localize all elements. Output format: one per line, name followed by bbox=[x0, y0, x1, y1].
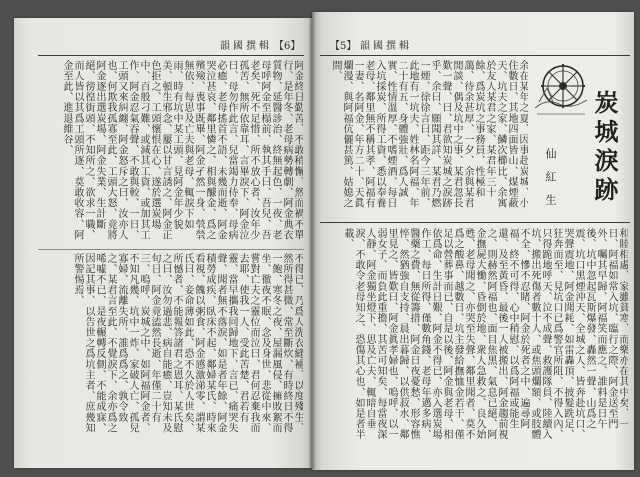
left-tier-divider bbox=[38, 249, 304, 250]
right-tier-divider bbox=[320, 222, 630, 223]
waterwheel-illustration bbox=[533, 58, 589, 118]
right-upper-text-column-block: 余在某年之夏、因事赴炭城、小住數日、其地四面皆山、煤煙蔽天、坑夫之家、鱗次櫛比、余寓於友人某君之家、某君年三十餘、爲炭坑之事務員、性極和藹、待余甚厚、一夕、余與某君閒談、偶及坑中之事、某君忽長歎一聲、曰、君欲知炭城之淚跡乎、余曰、願聞其詳、某君乃燃一煙、徐徐言曰、距今三年前、此地有一坑夫、姓林名阿福、年二十有五、身體強壯、爲人誠實、性情溫厚、不嗜煙酒、每日入坑採炭、所得工資、悉以奉養老母、鄰里無不稱其孝、阿福有一妻、名阿金、年方二十、天眞爛漫、與阿福伉儷甚篤、姑媳之間、 bbox=[330, 60, 528, 209]
story-author: 仙紅生 bbox=[544, 148, 557, 217]
book-gutter bbox=[309, 12, 315, 470]
left-header-rule bbox=[38, 55, 304, 56]
right-header-rule bbox=[320, 55, 630, 56]
right-running-header: 韻國撰輯 bbox=[360, 41, 412, 52]
left-page-number: 【6】 bbox=[274, 41, 301, 52]
left-lower-text-column-block: 不得已、乃爲人洗衣縫補、以度殘生、然所得甚微、常至斷炊、有時終日不得一飽、寒冬之夜、屋漏風侵、擁敗絮而坐、徹夜不眠、念及身世、悲從中來、嘗對亡夫之靈位而泣曰、君何忍棄我而去耶、使我一人、受此苦楚、君若有靈、當早攜我同歸地下、言已、痛哭失聲、聞者無不落淚、如是者年餘、阿金積勞成疾、臥床不起、鄰婦某氏、時來看視、餽以粥食、阿金感激涕零、謂某氏曰、妾命薄如此、恐不久於人世矣、所憾者、不能報答諸君之恩耳、某氏慰之曰、汝勿過悲、病自能癒、豈知未及旬日、阿金竟溘然長逝、年僅二十有三、嗚呼、炭城之中、如阿福阿金者、不知凡幾、坑中一炸、家破人亡、孤兒寡婦、流離失所、誰爲爲之、孰令致之、某君言至此、不覺淚下、余亦爲之唏噓不已、是夜輾轉反側、不能成寐、因記其事、以告世之爲坑主者、庶幾知所警惕焉、 bbox=[72, 253, 303, 434]
left-running-header: 韻國撰輯 bbox=[220, 41, 272, 52]
story-title: 炭城淚跡 bbox=[590, 90, 619, 206]
right-page-number: 【5】 bbox=[330, 41, 357, 52]
left-upper-text-column-block: 阿金終日勤苦、不敢稍懈、然而禍不單行、是年冬、老母病勢轉劇、阿金典衣質物、延醫診治、終無起色、一夜、老母呼阿金至榻前、執其手曰、吾兒、吾老矣、死不足惜、所不放心者、汝年少孤苦、無所依靠耳、言畢淚下、阿金泣曰、母勿作此言、兒當竭力侍奉、母病必癒、老母搖首不語、未幾而逝、阿金哭泣甚哀、鄰里憐之、相與醵金、爲之殯殮、喪事既畢、阿金孑然一身、煢煢無依、每思及亡夫與老母、輒淚下如雨、時有坑中某工頭、見阿金年少貌美、頓生邪念、屢以甘言誘之、阿金正色拒之、工頭懷恨在心、遂於選炭場中、百般刁難、或減其工資、或加其工作、阿金忍氣吞聲、不敢與較、一日、工頭又來糾纏、阿金怒斥之曰、汝亦人也、何欺我孤寡至此、工頭大怒、竟將阿金逐出選炭場、阿金失業、生計斷絕、徬徨街頭、不知所之、欲求一職、而人皆以其爲工頭所逐、莫敢收容、阿金至此、進退維谷、 bbox=[61, 60, 303, 241]
right-lower-text-column-block: 和睦相處、家雖貧寒、而樂亦在其中矣、一日、阿福如常入坑、臨行之際、阿金送至門外、囑其早歸、阿福笑而應之、誰料是日午後、坑中忽起瓦斯爆發、轟然一聲、山爲之震、坑口黑煙沖天、全城之人、皆奔赴坑口、哭聲震地、阿金聞耗、如雷轟頂、披髮跣足、狂奔而至、見坑口已爲警官所阻、不得入內、只得跪地呼天、泣不成聲、救護隊員、陸續入坑、搬出死傷者數十人、或焦頭爛額、或肢體不全、慘不忍睹、阿金於死者之中、遍尋阿福、終不可得、心中稍慰、以爲阿福或能生還、及至黃昏、最後一人被搬出、阿金趨前視之、則赫然阿福也、面目焦黑、氣息已絕、阿金撫屍大慟、昏倒於地、衆人急救之、良久始甦、老母聞之、亦哭至失聲、鄰里聞者、莫不爲之酸鼻、越數日、坑主發給撫恤金若干、僅足以營葬事而已、自是以後、阿金與老母、相依爲命、生計日艱、阿金不得已、亦入選炭場作工、每日所得、僅數角錢、老母年邁多病、醫藥之費、無從籌措、阿金日夜憂愁、形容憔悴、然猶強自支持、晨出暮歸、以供菽水、鄰里見之、皆歎曰、阿金眞孝婦也、嗚呼、以一弱女子、而負此重擔、其苦可知矣、每當夜深人靜、阿金獨坐燈下、思及亡夫、輒暗自垂淚、不敢令老母知之、恐傷其心也、如是者半載、 bbox=[342, 228, 628, 440]
